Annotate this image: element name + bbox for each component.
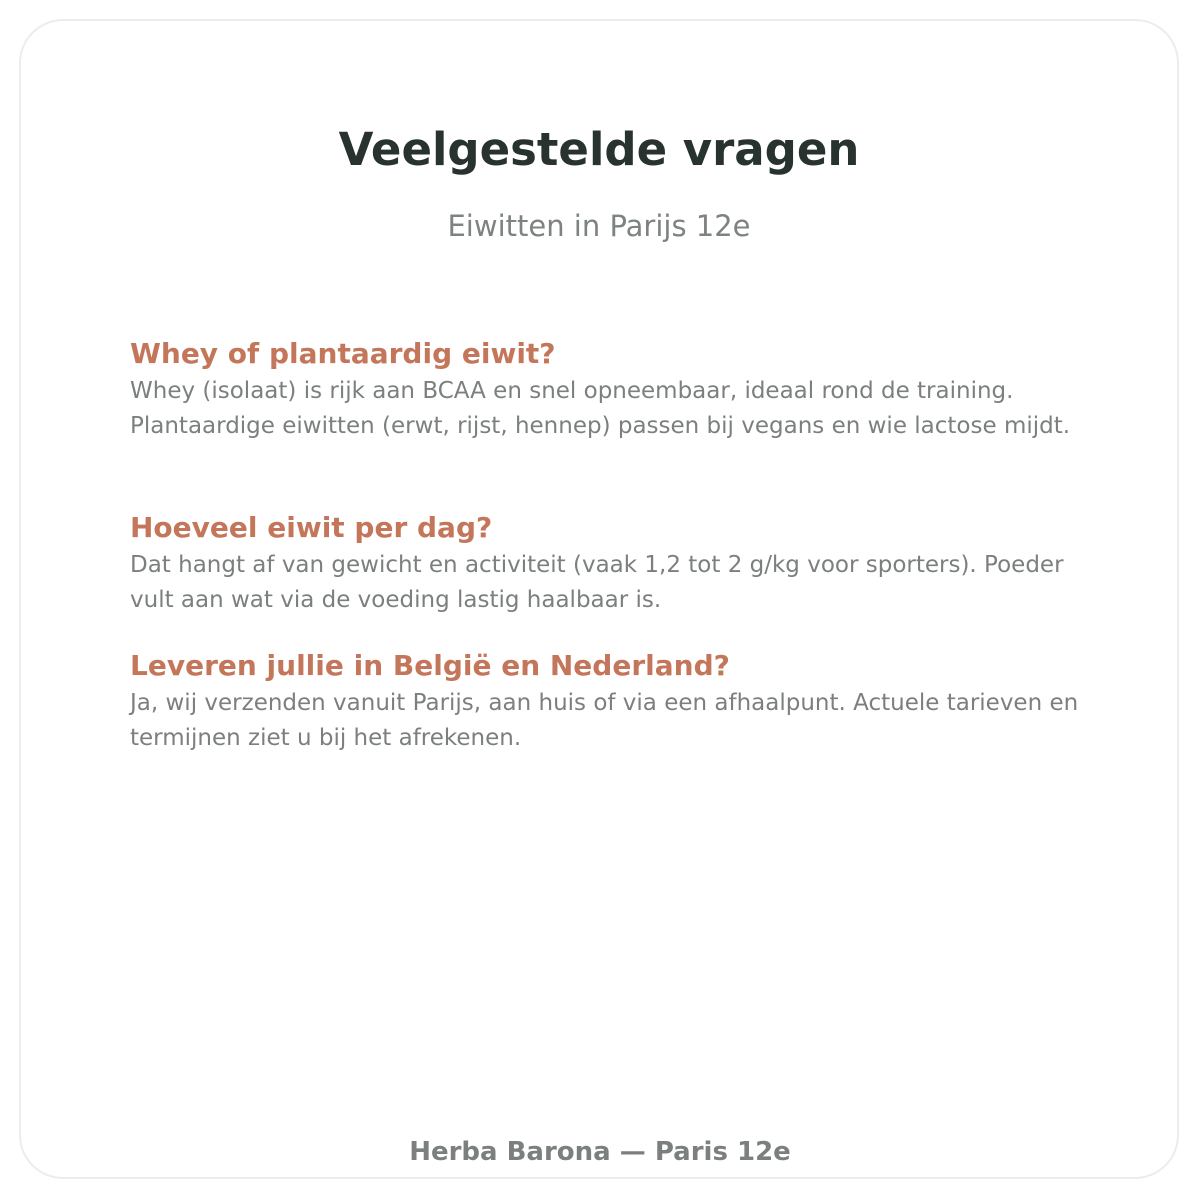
page-title: Veelgestelde vragen xyxy=(338,123,860,176)
faq-item-delivery xyxy=(130,646,1105,756)
faq-answer: Ja, wij verzenden vanuit Parijs, aan huis of via een afhaalpunt. Actuele tarieven en termijnen ziet u bij het afrekenen. xyxy=(130,690,1079,751)
faq-question: Hoeveel eiwit per dag? xyxy=(130,511,493,544)
faq-item-whey-or-plant xyxy=(130,334,1105,444)
faq-item-protein-per-day xyxy=(130,508,1105,618)
faq-question: Leveren jullie in België en Nederland? xyxy=(130,649,730,682)
footer-brand: Herba Barona — Paris 12e xyxy=(409,1137,791,1167)
faq-answer: Dat hangt af van gewicht en activiteit (vaak 1,2 tot 2 g/kg voor sporters). Poeder vult aan wat via de voeding lastig haalbaar is. xyxy=(130,552,1064,613)
page-subtitle: Eiwitten in Parijs 12e xyxy=(447,209,751,243)
faq-answer: Whey (isolaat) is rijk aan BCAA en snel opneembaar, ideaal rond de training. Plantaardige eiwitten (erwt, rijst, hennep) passen bij vegans en wie lactose mijdt. xyxy=(130,378,1071,439)
faq-question: Whey of plantaardig eiwit? xyxy=(130,337,556,370)
